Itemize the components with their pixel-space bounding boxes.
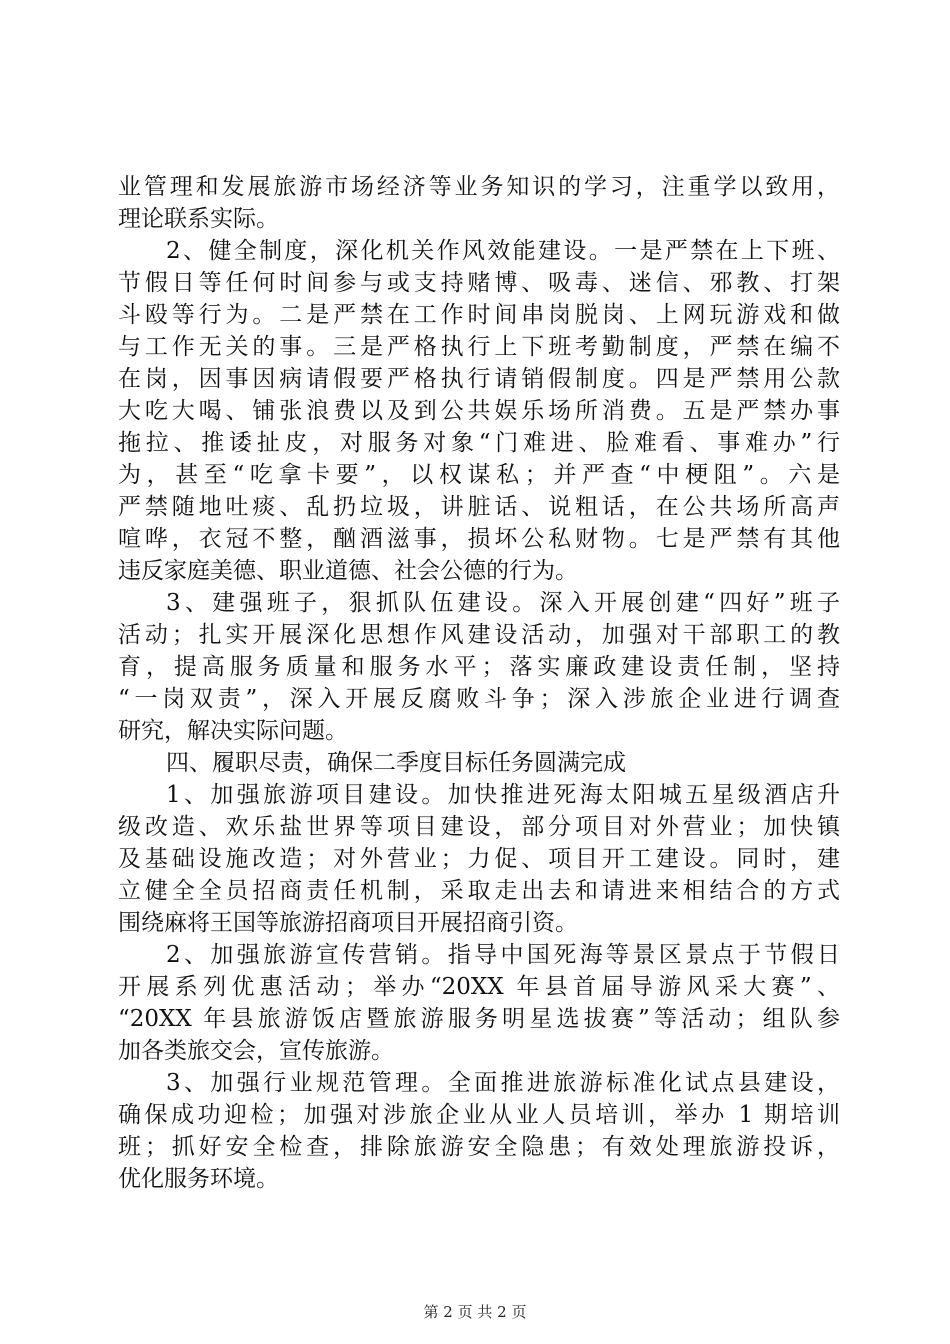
text-line: 加各类旅交会，宣传旅游。 xyxy=(118,1038,394,1064)
text-line: 活动；扎实开展深化思想作风建设活动，加强对干部职工的教 xyxy=(118,622,840,648)
document-body xyxy=(118,171,840,1195)
text-line: “一岗双责”，深入开展反腐败斗争；深入涉旅企业进行调查 xyxy=(118,686,840,712)
page-footer xyxy=(0,1302,950,1322)
text-line: 严禁随地吐痰、乱扔垃圾，讲脏话、说粗话，在公共场所高声 xyxy=(118,494,840,520)
text-line: 优化服务环境。 xyxy=(118,1166,279,1192)
text-line: 理论联系实际。 xyxy=(118,206,279,232)
text-line: 围绕麻将王国等旅游招商项目开展招商引资。 xyxy=(118,910,578,936)
text-line: 班；抓好安全检查，排除旅游安全隐患；有效处理旅游投诉， xyxy=(118,1134,840,1160)
text-line: 立健全全员招商责任机制，采取走出去和请进来相结合的方式 xyxy=(118,878,840,904)
text-line: 在岗，因事因病请假要严格执行请销假制度。四是严禁用公款 xyxy=(118,366,840,392)
text-line: 1、加强旅游项目建设。加快推进死海太阳城五星级酒店升 xyxy=(166,782,840,808)
text-line: 确保成功迎检；加强对涉旅企业从业人员培训，举办 1 期培训 xyxy=(118,1102,840,1128)
text-line: 斗殴等行为。二是严禁在工作时间串岗脱岗、上网玩游戏和做 xyxy=(118,302,840,328)
text-line: 与工作无关的事。三是严格执行上下班考勤制度，严禁在编不 xyxy=(118,334,840,360)
text-line: 育，提高服务质量和服务水平；落实廉政建设责任制，坚持 xyxy=(118,654,840,680)
text-line: 节假日等任何时间参与或支持赌博、吸毒、迷信、邪教、打架 xyxy=(118,270,840,296)
text-line: 拖拉、推诿扯皮，对服务对象“门难进、脸难看、事难办”行 xyxy=(118,430,840,456)
text-line: 四、履职尽责，确保二季度目标任务圆满完成 xyxy=(166,750,626,776)
text-line: 2、健全制度，深化机关作风效能建设。一是严禁在上下班、 xyxy=(166,238,840,264)
text-line: 喧哗，衣冠不整，酗酒滋事，损坏公私财物。七是严禁有其他 xyxy=(118,526,840,552)
page-number-label: 第 2 页 共 2 页 xyxy=(423,1303,527,1321)
text-line: 大吃大喝、铺张浪费以及到公共娱乐场所消费。五是严禁办事 xyxy=(118,398,840,424)
text-line: 业管理和发展旅游市场经济等业务知识的学习，注重学以致用， xyxy=(118,174,840,200)
text-line: 为，甚至“吃拿卡要”，以权谋私；并严查“中梗阻”。六是 xyxy=(118,462,840,488)
text-line: 3、建强班子，狠抓队伍建设。深入开展创建“四好”班子 xyxy=(166,590,840,616)
text-line: 2、加强旅游宣传营销。指导中国死海等景区景点于节假日 xyxy=(166,942,840,968)
text-line: 开展系列优惠活动；举办“20XX 年县首届导游风采大赛”、 xyxy=(118,974,840,1000)
text-line: 违反家庭美德、职业道德、社会公德的行为。 xyxy=(118,558,578,584)
text-line: 研究，解决实际问题。 xyxy=(118,718,348,744)
text-line: “20XX 年县旅游饭店暨旅游服务明星选拔赛”等活动；组队参 xyxy=(118,1006,840,1032)
text-line: 及基础设施改造；对外营业；力促、项目开工建设。同时，建 xyxy=(118,846,840,872)
text-line: 3、加强行业规范管理。全面推进旅游标准化试点县建设， xyxy=(166,1070,840,1096)
text-line: 级改造、欢乐盐世界等项目建设，部分项目对外营业；加快镇 xyxy=(118,814,840,840)
